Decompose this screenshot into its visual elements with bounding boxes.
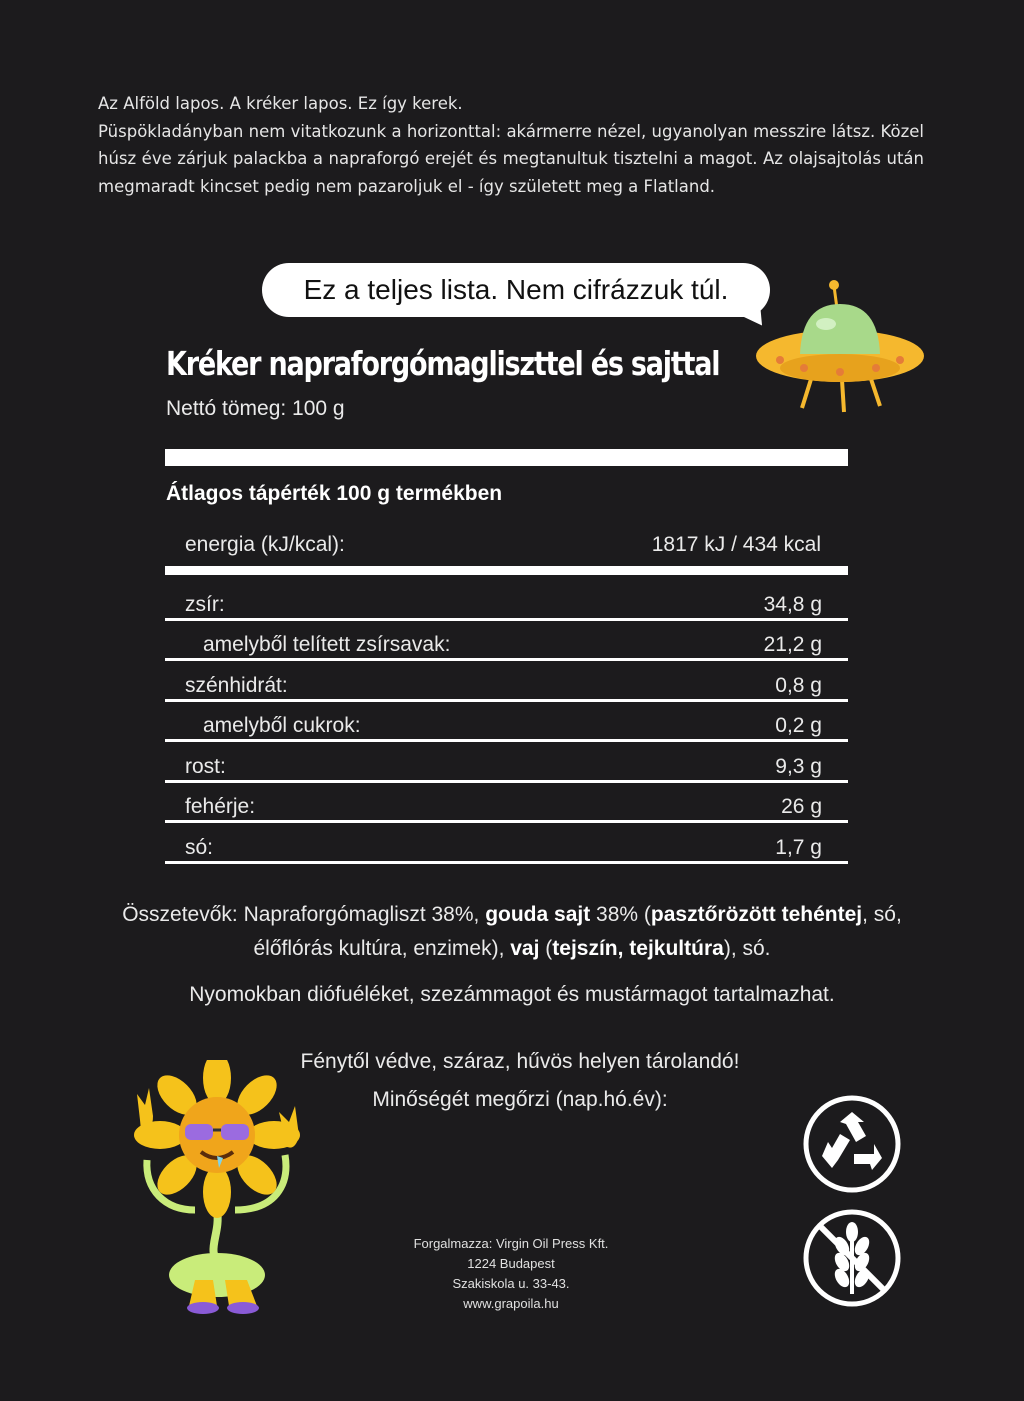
allergen-cream: tejszín, tejkultúra — [552, 937, 724, 960]
ingredients-part: Összetevők: Napraforgómagliszt 38%, — [122, 903, 486, 926]
sunflower-mascot-icon — [125, 1060, 310, 1318]
distributor-city: 1224 Budapest — [467, 1256, 555, 1271]
energy-value: 1817 kJ / 434 kcal — [651, 533, 821, 556]
nutrition-row-carbohydrate — [165, 661, 848, 702]
nutrient-label: szénhidrát: — [185, 673, 288, 697]
distributor-name: Forgalmazza: Virgin Oil Press Kft. — [413, 1236, 609, 1251]
speech-bubble-text: Ez a teljes lista. Nem cifrázzuk túl. — [303, 274, 729, 305]
nutrient-label: fehérje: — [185, 795, 256, 818]
nutrient-label: amelyből cukrok: — [203, 714, 361, 737]
nutrient-value: 9,3 g — [775, 754, 822, 778]
energy-label: energia (kJ/kcal): — [185, 533, 345, 556]
traces-warning: Nyomokban diófuéléket, szezámmagot és mustármagot tartalmazhat. — [189, 983, 835, 1006]
distributor-info — [370, 1234, 652, 1314]
nutrient-label: zsír: — [185, 592, 225, 616]
nutrition-heading: Átlagos tápérték 100 g termékben — [166, 482, 503, 505]
ingredients-part: 38% ( — [590, 903, 651, 926]
nutrition-row-protein — [165, 783, 848, 824]
ingredients-part: , só, élőflórás kultúra, enzimek), — [253, 903, 902, 960]
nutrient-value: 26 g — [781, 795, 822, 818]
ingredients-part: ), só. — [723, 937, 771, 960]
intro-text — [98, 90, 924, 200]
recycle-icon — [802, 1094, 902, 1194]
storage-line: Fénytől védve, száraz, hűvös helyen tárolandó! — [300, 1050, 740, 1073]
allergen-gouda: gouda sajt — [485, 903, 591, 926]
nutrition-row-sugars — [165, 702, 848, 743]
distributor-street: Szakiskola u. 33-43. — [452, 1276, 570, 1291]
ufo-icon — [752, 276, 930, 416]
ingredients-part: ( — [539, 937, 553, 960]
net-weight: Nettó tömeg: 100 g — [166, 397, 345, 420]
nutrition-row-salt — [165, 823, 848, 864]
gluten-free-icon — [802, 1208, 902, 1308]
nutrient-label: amelyből telített zsírsavak: — [203, 633, 451, 656]
nutrient-value: 0,2 g — [775, 714, 822, 737]
energy-row — [185, 533, 821, 557]
intro-line1: Az Alföld lapos. A kréker lapos. Ez így kerek. — [98, 94, 463, 113]
speech-bubble — [262, 263, 770, 317]
allergen-butter: vaj — [510, 937, 540, 960]
product-title: Kréker napraforgómagliszttel és sajttal — [166, 344, 720, 383]
allergen-milk: pasztőrözött tehéntej — [650, 903, 863, 926]
distributor-website: www.grapoila.hu — [463, 1296, 559, 1311]
nutrient-label: só: — [185, 835, 214, 859]
nutrition-top-bar — [165, 449, 848, 466]
nutrient-value: 34,8 g — [763, 592, 822, 616]
nutrient-value: 21,2 g — [763, 633, 822, 656]
best-before-label: Minőségét megőrzi (nap.hó.év): — [372, 1088, 668, 1111]
nutrition-mid-bar — [165, 566, 848, 575]
nutrition-row-saturated-fat — [165, 621, 848, 662]
nutrition-table — [165, 580, 848, 864]
nutrition-row-fat — [165, 580, 848, 621]
nutrient-label: rost: — [185, 754, 226, 778]
nutrition-row-fibre — [165, 742, 848, 783]
nutrient-value: 1,7 g — [775, 835, 822, 859]
ingredients-text — [120, 898, 904, 966]
nutrient-value: 0,8 g — [775, 673, 822, 697]
intro-paragraph: Püspökladányban nem vitatkozunk a horizonttal: akármerre nézel, ugyanolyan messzire látsz. Közel húsz éve zárjuk palackba a napraforgó erejét és megtanultuk tisztelni a magot. Az olajsajtolás után megmaradt kincset pedig nem pazaroljuk el - így született meg a Flatland. — [98, 121, 924, 196]
